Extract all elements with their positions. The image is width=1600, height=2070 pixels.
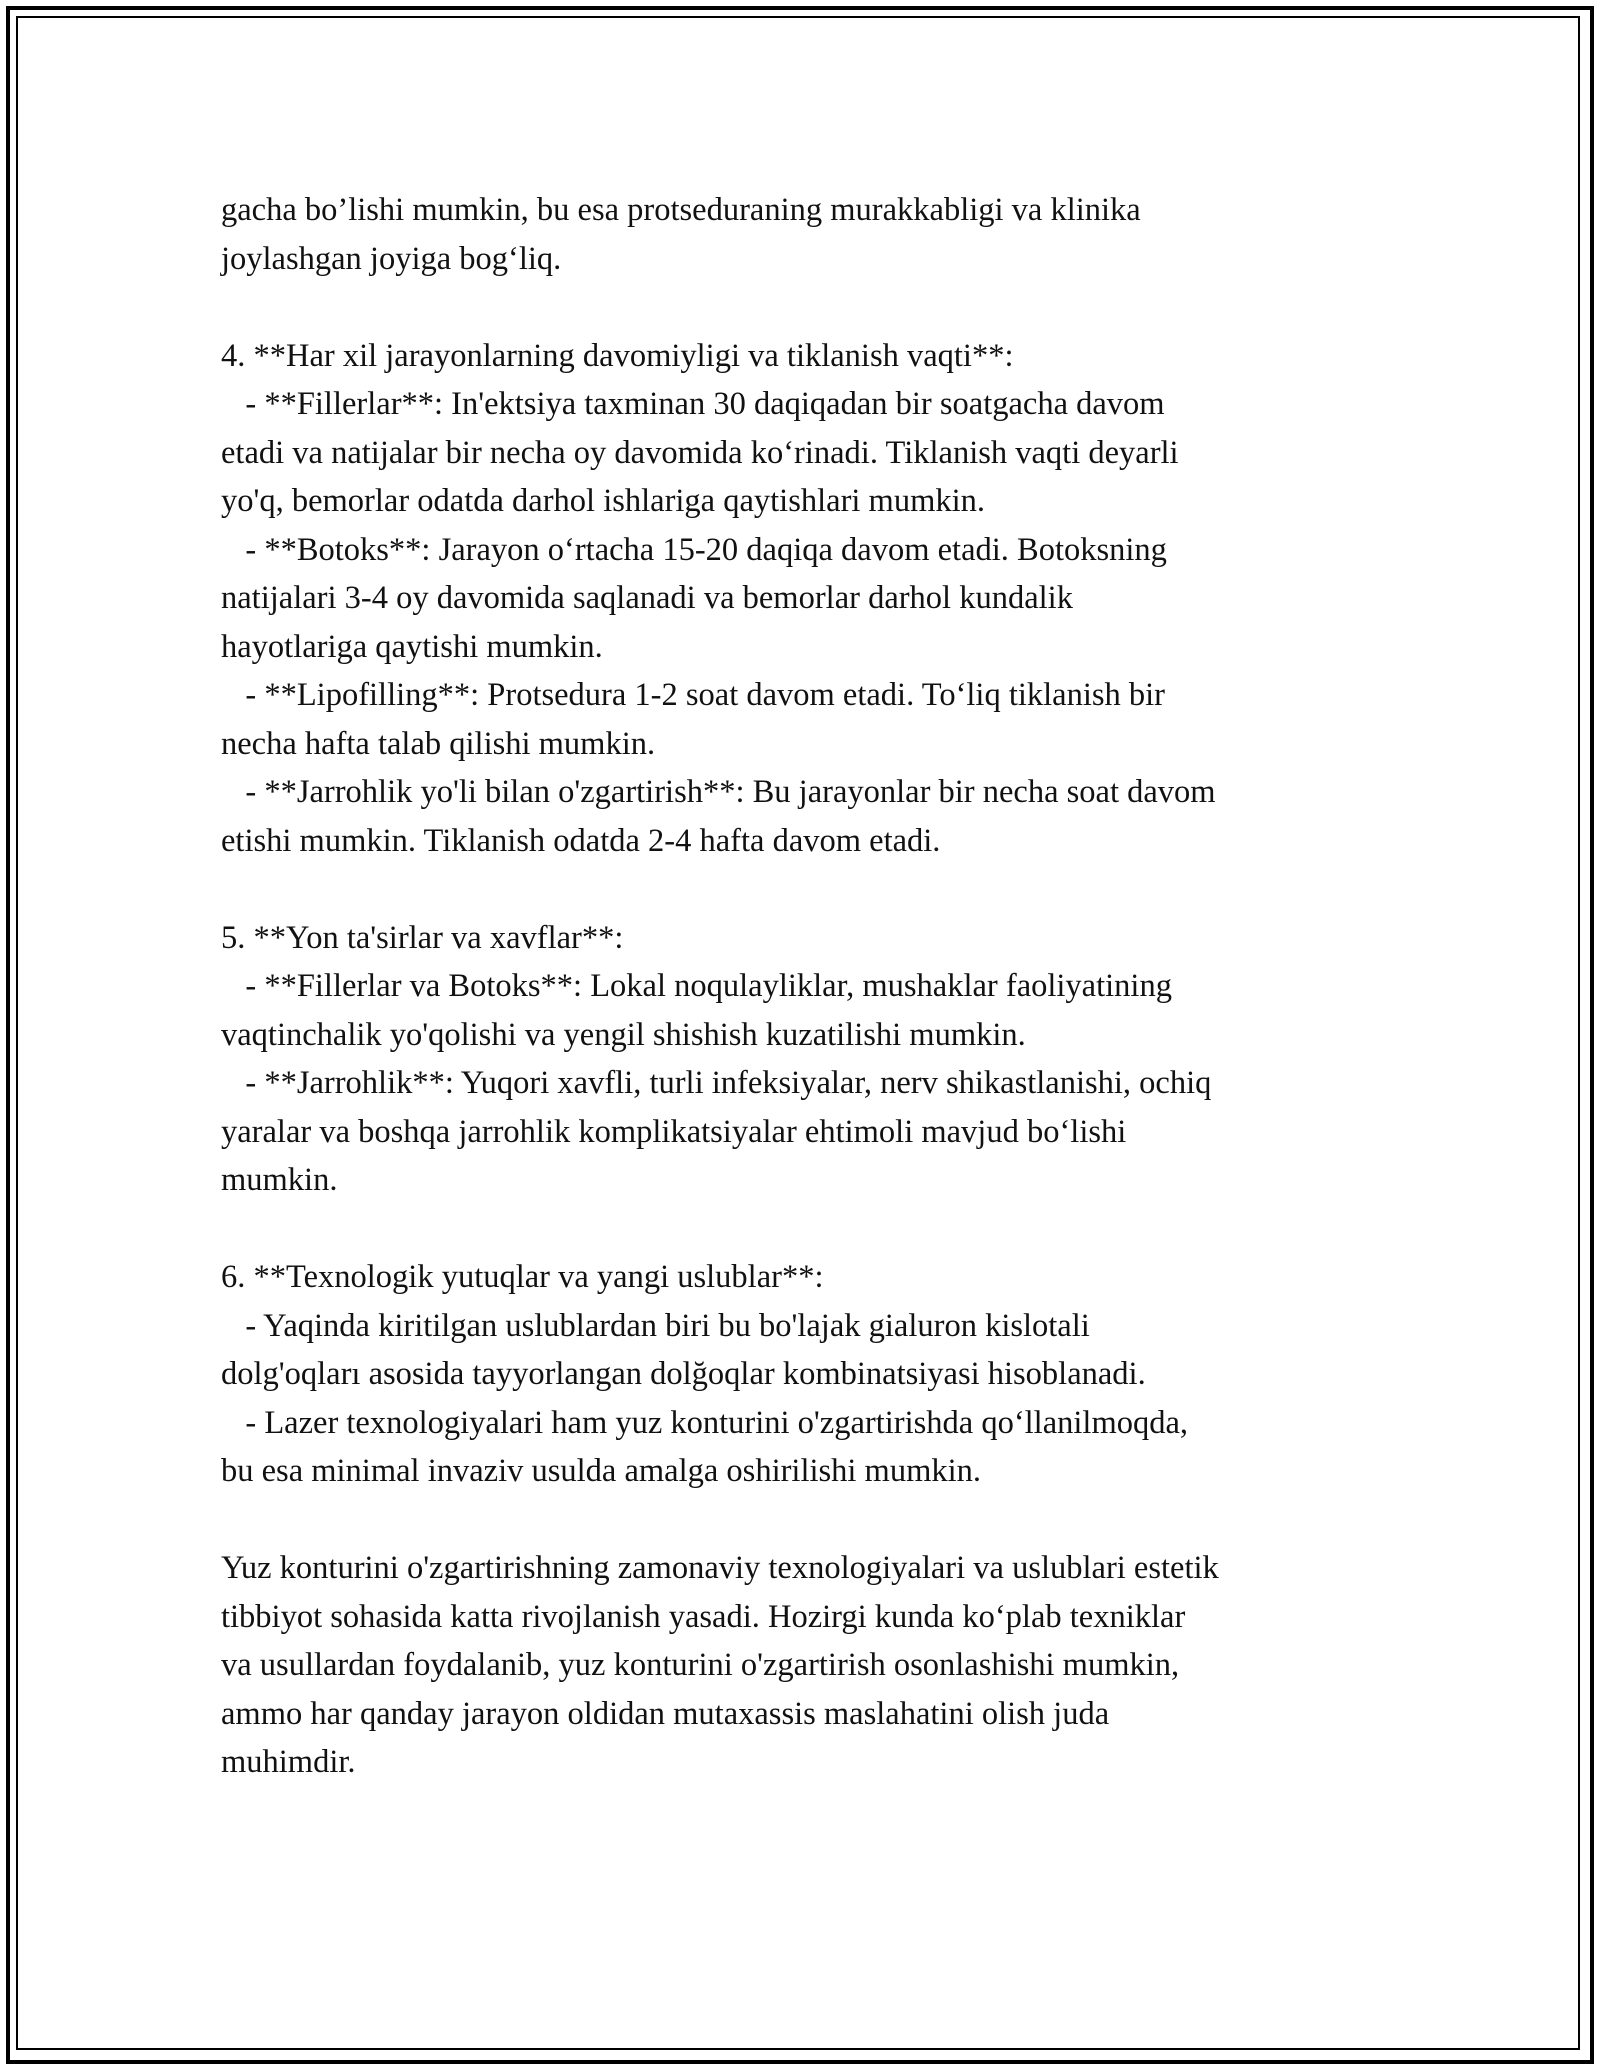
list-item: - **Botoks**: Jarayon o‘rtacha 15-20 daqiqa davom etadi. Botoksning natijalari 3-4 oy davomida saqlanadi va bemorlar darhol kundalik hayotlariga qaytishi mumkin. [221, 531, 1167, 665]
paragraph-spacer [221, 1496, 1401, 1545]
section-heading: 5. **Yon ta'sirlar va xavflar**: [221, 919, 624, 956]
list-item: - **Fillerlar va Botoks**: Lokal noqulayliklar, mushaklar faoliyatining vaqtinchalik yo'qolishi va yengil shishish kuzatilishi mumkin. [221, 968, 1172, 1053]
section-technology [221, 1253, 1401, 1496]
paragraph-spacer [221, 865, 1401, 914]
paragraph-spacer [221, 283, 1401, 332]
intro-paragraph: gacha bo’lishi mumkin, bu esa protseduraning murakkabligi va klinika joylashgan joyiga bog‘liq. [221, 192, 1141, 277]
list-item: - **Lipofilling**: Protsedura 1-2 soat davom etadi. To‘liq tiklanish bir necha hafta talab qilishi mumkin. [221, 677, 1166, 762]
conclusion-paragraph: Yuz konturini o'zgartirishning zamonaviy texnologiyalari va uslublari estetik tibbiyot sohasida katta rivojlanish yasadi. Hozirgi kunda ko‘plab texniklar va usullardan foydalanib, yuz konturini o'zgartirish osonlashishi mumkin, ammo har qanday jarayon oldidan mutaxassis maslahatini olish juda muhimdir. [221, 1550, 1219, 1780]
paragraph-spacer [221, 1205, 1401, 1254]
list-item: - Lazer texnologiyalari ham yuz konturini o'zgartirishda qo‘llanilmoqda, bu esa minimal invaziv usulda amalga oshirilishi mumkin. [221, 1404, 1189, 1489]
list-item: - **Fillerlar**: In'ektsiya taxminan 30 daqiqadan bir soatgacha davom etadi va natijalar bir necha oy davomida ko‘rinadi. Tiklanish vaqti deyarli yo'q, bemorlar odatda darhol ishlariga qaytishlari mumkin. [221, 386, 1179, 519]
list-item: - Yaqinda kiritilgan uslublardan biri bu bo'lajak gialuron kislotali dolg'oqları asosida tayyorlangan dolğoqlar kombinatsiyasi hisoblanadi. [221, 1307, 1146, 1392]
list-item: - **Jarrohlik yo'li bilan o'zgartirish**: Bu jarayonlar bir necha soat davom etishi mumkin. Tiklanish odatda 2-4 hafta davom etadi. [221, 774, 1216, 859]
section-heading: 6. **Texnologik yutuqlar va yangi uslublar**: [221, 1259, 824, 1295]
list-item: - **Jarrohlik**: Yuqori xavfli, turli infeksiyalar, nerv shikastlanishi, ochiq yaralar va boshqa jarrohlik komplikatsiyalar ehtimoli mavjud bo‘lishi mumkin. [221, 1065, 1212, 1198]
section-durations [221, 332, 1401, 866]
document-body [221, 186, 1401, 1787]
section-heading: 4. **Har xil jarayonlarning davomiyligi va tiklanish vaqti**: [221, 337, 1014, 374]
section-side-effects [221, 914, 1401, 1205]
